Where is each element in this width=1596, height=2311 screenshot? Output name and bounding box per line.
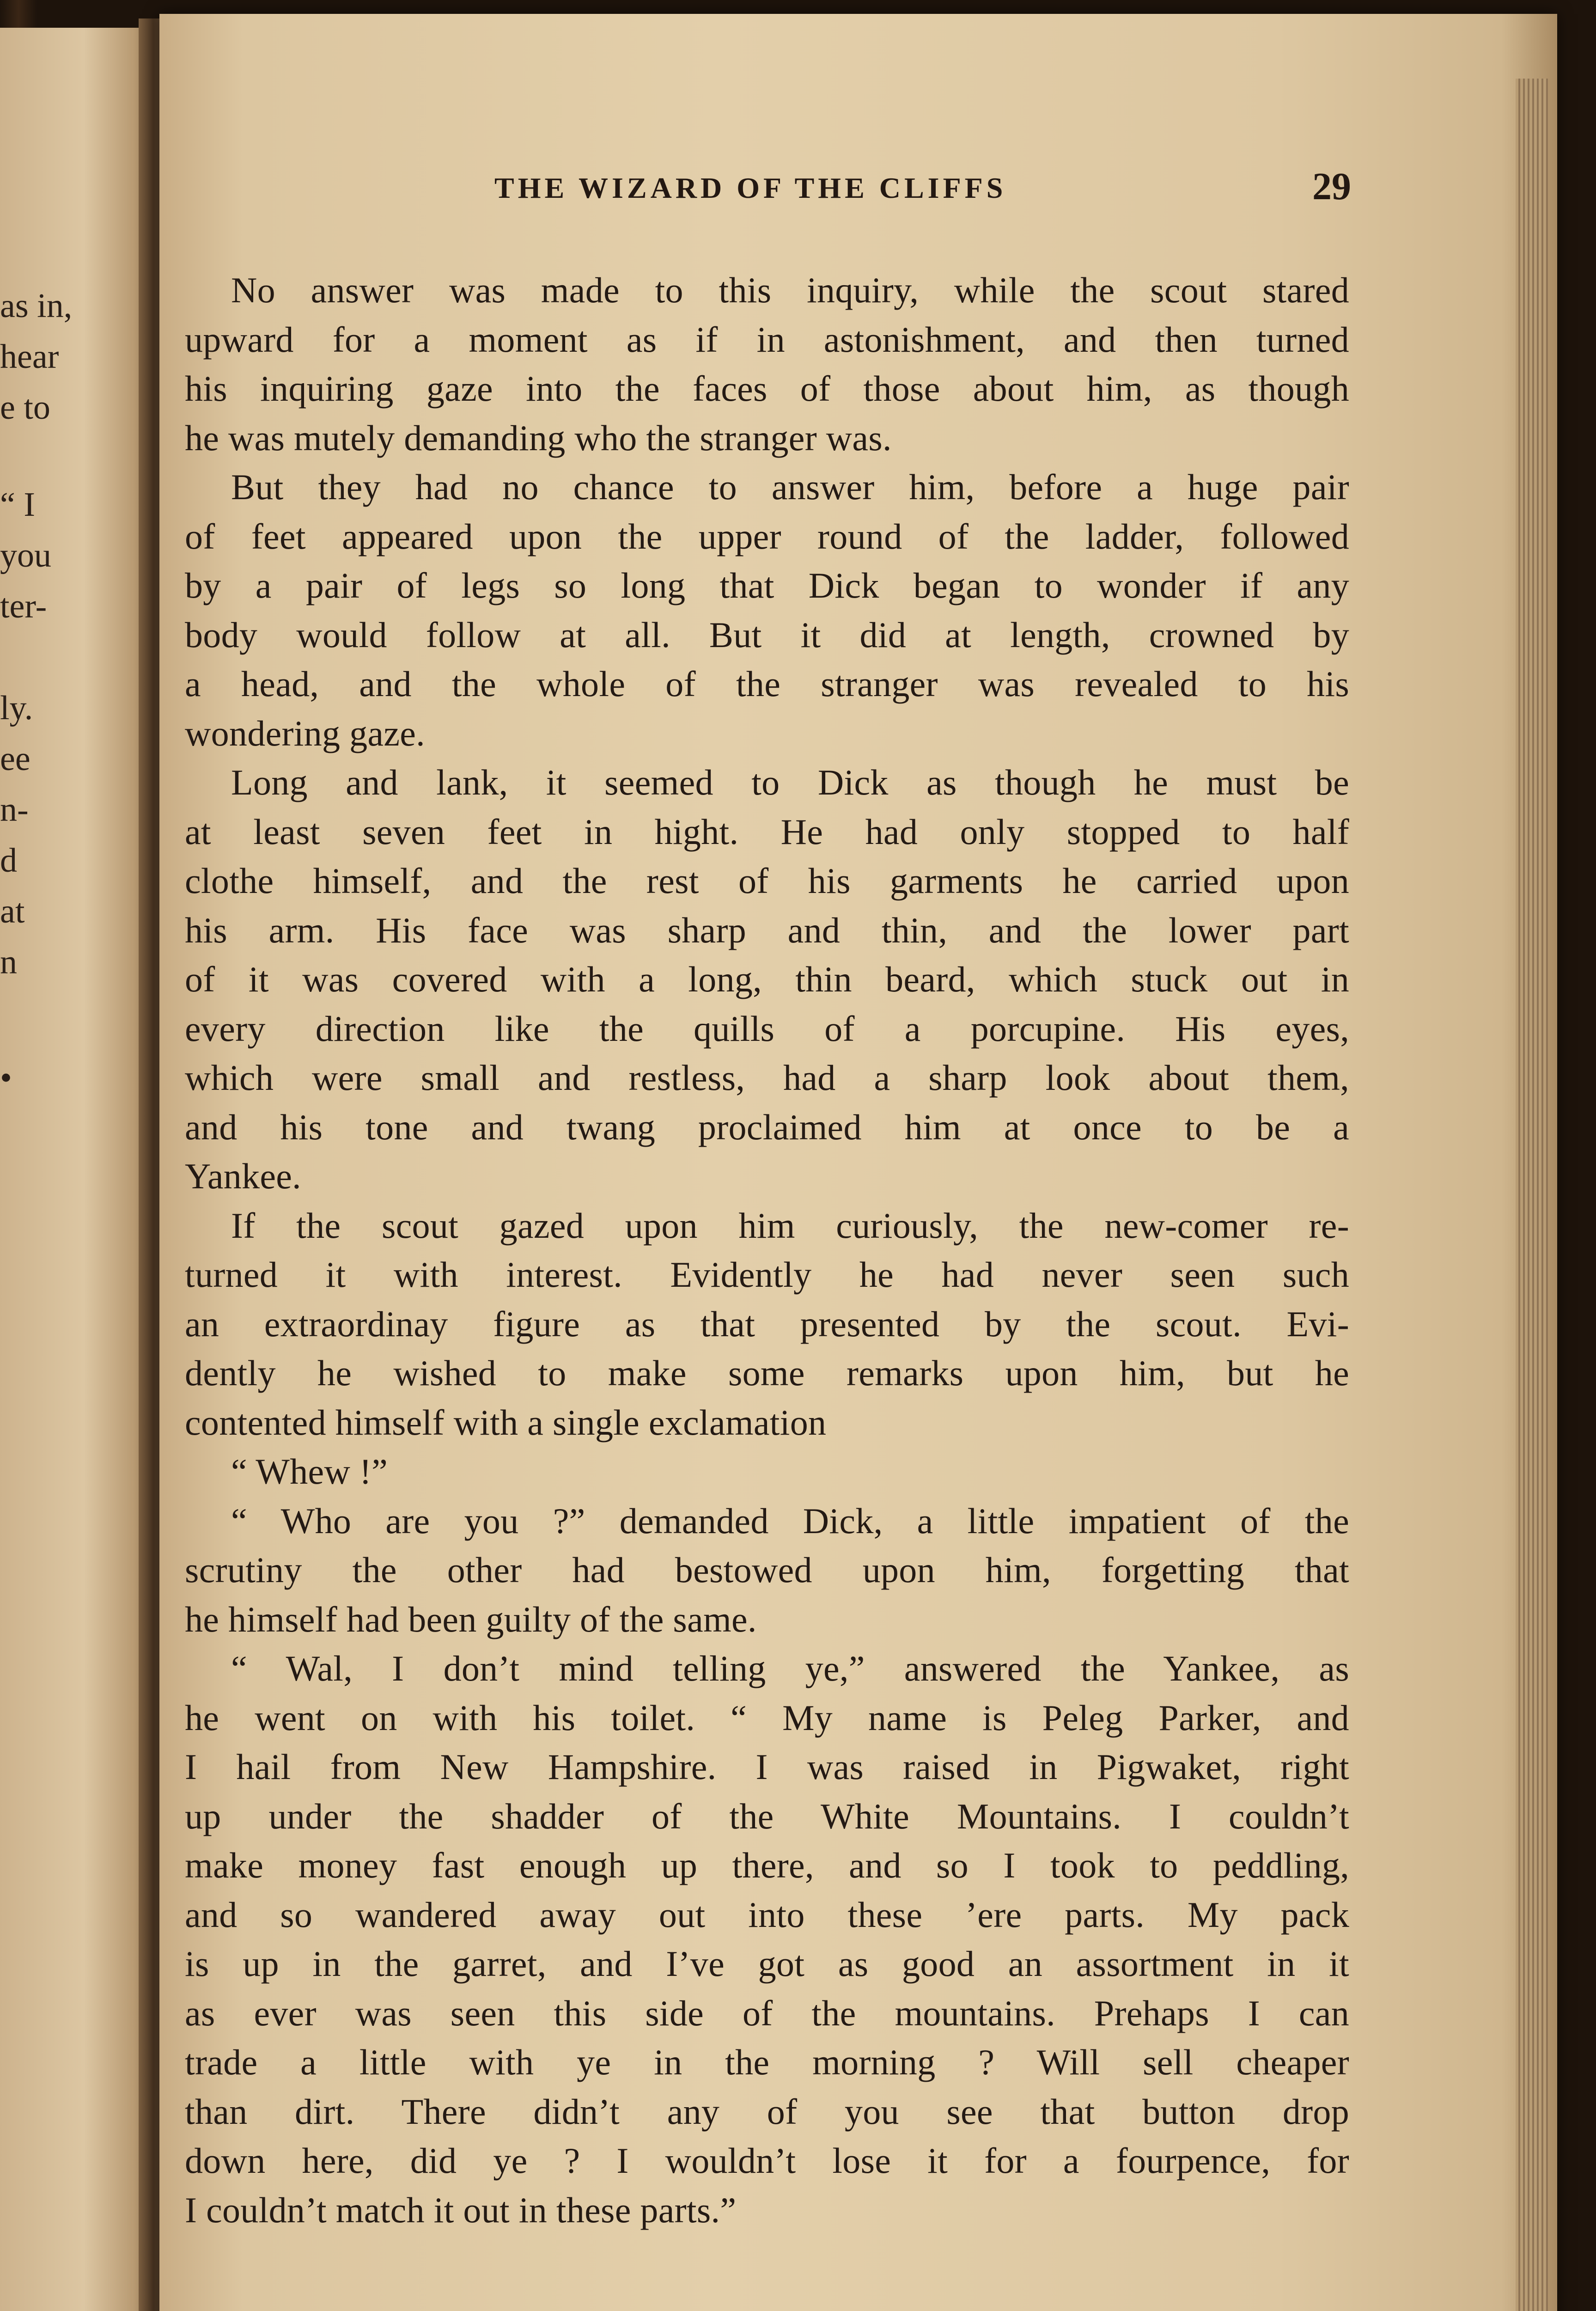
left-page-fragment: n [0, 943, 17, 981]
text-line: and his tone and twang proclaimed him at once to be a [185, 1107, 1349, 1147]
text-line: Yankee. [185, 1156, 301, 1196]
text-line: down here, did ye ? I wouldn’t lose it for a fourpence, for [185, 2140, 1349, 2181]
left-page-fragment: “ I [0, 486, 35, 524]
left-page-fragment: ter- [0, 587, 47, 625]
text-line: turned it with interest. Evidently he had never seen such [185, 1254, 1349, 1295]
text-line: of it was covered with a long, thin beard, which stuck out in [185, 959, 1349, 999]
text-line: by a pair of legs so long that Dick began to wonder if any [185, 565, 1349, 605]
text-line: an extraordinay figure as that presented by the scout. Evi- [185, 1303, 1349, 1344]
text-line: his arm. His face was sharp and thin, and the lower part [185, 910, 1349, 950]
text-line: at least seven feet in hight. He had only stopped to half [185, 811, 1349, 852]
text-line: every direction like the quills of a porcupine. His eyes, [185, 1008, 1349, 1049]
text-line: make money fast enough up there, and so I took to peddling, [185, 1845, 1349, 1885]
left-facing-page [0, 28, 152, 2311]
text-line: is up in the garret, and I’ve got as good an assortment in it [185, 1944, 1349, 1984]
text-line: dently he wished to make some remarks upon him, but he [185, 1353, 1349, 1393]
text-line: I hail from New Hampshire. I was raised in Pigwaket, right [185, 1747, 1349, 1787]
page-number: 29 [1312, 165, 1351, 208]
text-line: as ever was seen this side of the mountains. Prehaps I can [185, 1993, 1349, 2033]
text-line: of feet appeared upon the upper round of the ladder, followed [185, 516, 1349, 556]
text-line: and so wandered away out into these ’ere parts. My pack [185, 1894, 1349, 1935]
text-line: which were small and restless, had a sharp look about them, [185, 1058, 1349, 1098]
left-page-fragment: ly. [0, 689, 33, 727]
text-line: he went on with his toilet. “ My name is Peleg Parker, and [185, 1697, 1349, 1738]
left-page-fragment: n- [0, 791, 29, 829]
body-text [185, 266, 1349, 2235]
text-line: his inquiring gaze into the faces of those about him, as though [185, 368, 1349, 409]
text-line: contented himself with a single exclamation [185, 1402, 827, 1443]
text-line: I couldn’t match it out in these parts.” [185, 2189, 737, 2230]
left-page-fragment: hear [0, 338, 59, 376]
text-line: than dirt. There didn’t any of you see that button drop [185, 2091, 1349, 2132]
text-line: wondering gaze. [185, 713, 425, 753]
text-line: trade a little with ye in the morning ? Will sell cheaper [185, 2042, 1349, 2082]
running-head: THE WIZARD OF THE CLIFFS [494, 171, 1007, 204]
left-page-fragment: ee [0, 740, 30, 778]
text-line: “ Who are you ?” demanded Dick, a little impatient of the [231, 1500, 1349, 1541]
text-line: up under the shadder of the White Mountains. I couldn’t [185, 1796, 1349, 1836]
text-line: “ Whew !” [231, 1451, 388, 1492]
text-line: upward for a moment as if in astonishment, and then turned [185, 319, 1349, 360]
text-line: scrutiny the other had bestowed upon him, forgetting that [185, 1550, 1349, 1590]
left-page-fragment: at [0, 893, 25, 930]
left-page-fragment: d [0, 842, 17, 880]
text-line: If the scout gazed upon him curiously, the new-comer re- [231, 1205, 1349, 1246]
page-edges [1516, 79, 1548, 2311]
text-line: he was mutely demanding who the stranger was. [185, 417, 892, 458]
text-line: “ Wal, I don’t mind telling ye,” answered the Yankee, as [231, 1648, 1349, 1688]
text-line: he himself had been guilty of the same. [185, 1599, 757, 1639]
text-line: a head, and the whole of the stranger was revealed to his [185, 664, 1349, 704]
left-page-fragment: you [0, 537, 51, 575]
left-page-fragment: • [0, 1059, 12, 1097]
text-line: But they had no chance to answer him, before a huge pair [231, 467, 1349, 507]
text-line: clothe himself, and the rest of his garments he carried upon [185, 861, 1349, 901]
text-line: body would follow at all. But it did at length, crowned by [185, 614, 1349, 655]
text-line: No answer was made to this inquiry, while the scout stared [231, 270, 1349, 310]
text-line: Long and lank, it seemed to Dick as though he must be [231, 762, 1349, 802]
left-page-fragment: e to [0, 389, 50, 427]
left-page-fragment: as in, [0, 287, 73, 325]
